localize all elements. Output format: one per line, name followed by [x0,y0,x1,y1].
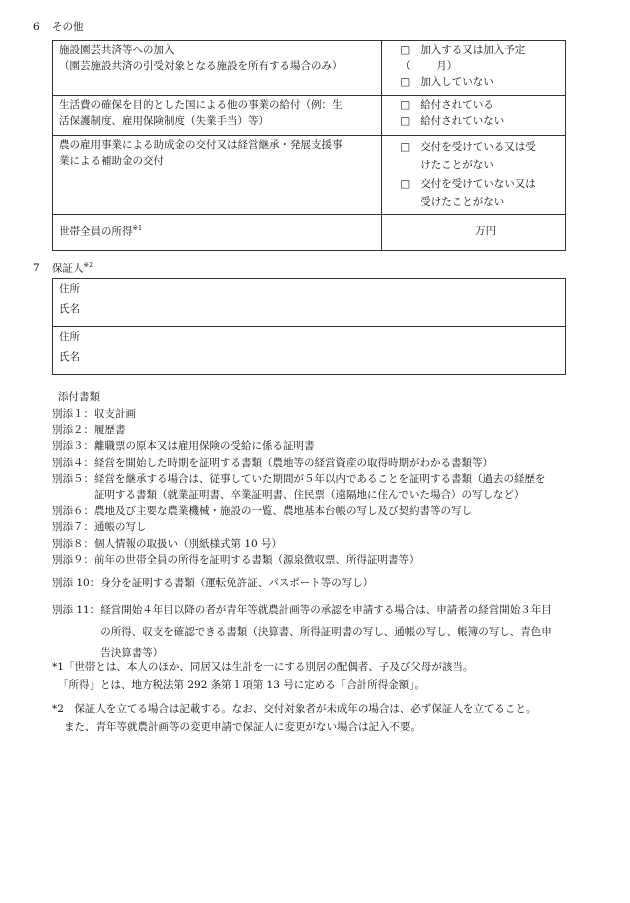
section6-title: その他 [52,21,84,33]
attachment-item: 別添 10： 身分を証明する書類（運転免許証、パスポート等の写し） [52,577,374,590]
guarantor-1 [53,279,566,327]
checkbox-icon[interactable]: □ [400,99,411,111]
option-subsidy-received[interactable]: □ 交付を受けている又は受 けたことがない [400,138,559,175]
attachment-item: 別添３： 離職票の原本又は雇用保険の受給に係る証明書 [52,440,315,453]
attachments-list [52,406,612,665]
section7-title: 保証人$^{※2}$ [52,261,94,275]
employment-subsidy-label: 農の雇用事業による助成金の交付又は経営継承・発展支援事 業による補助金の交付 [53,136,382,215]
option-subsidy-not-received[interactable]: □ 交付を受けていない又は 受けたことがない [400,175,559,212]
checkbox-icon[interactable]: □ [400,44,411,56]
employment-subsidy-options [382,136,566,215]
attachment-item: 別添５： 経営を継承する場合は、従事していた期間が５年以内であることを証明する書類（過去の経歴を 証明する書類（就業証明書、卒業証明書、住民票（遠隔地に住んでいた場合）の写しなど） [52,472,546,502]
note2-line1: *2 保証人を立てる場合は記載する。なお、交付対象者が未成年の場合は、必ず保証人を立てること。 [52,703,537,715]
option-joining[interactable]: □ 加入する又は加入予定 [400,43,559,59]
note1-line2: 「所得」とは、地方税法第 292 条第１項第 13 号に定める「合計所得金額」。 [58,679,426,691]
attachment-item: 別添８： 個人情報の取扱い（別紙様式第 10 号） [52,537,283,550]
guarantor-2 [53,327,566,375]
note2-line2: また、青年等就農計画等の変更申請で保証人に変更がない場合は記入不要。 [64,721,421,733]
income-unit: 万円 [475,225,497,238]
attachment-item: 別添４： 経営を開始した時期を証明する書類（農地等の経営資産の取得時期がわかる書類等） [52,456,493,469]
row-greenhouse-insurance [53,41,566,96]
guarantor-table [52,278,566,375]
greenhouse-insurance-label: 施設園芸共済等への加入 （園芸施設共済の引受対象となる施設を所有する場合のみ） [53,41,382,96]
attachment-item: 別添２： 履歴書 [52,424,126,437]
option-not-receiving[interactable]: □ 給付されていない [400,114,559,130]
footnote-mark: ※2 [83,261,94,269]
attachment-item: 別添 11： 経営開始４年目以降の者が青年等就農計画等の承認を申請する場合は、申請者の経営開始３年目 の所得、収支を確認できる書類（決算書、所得証明書の写し、通帳の写し、帳簿の写し、青色申 告決算書等） [52,604,552,660]
section6-number: 6 [33,21,40,33]
attachment-item: 別添１： 収支計画 [52,408,136,420]
name-label: 氏名 [59,350,80,363]
attachment-item: 別添９： 前年の世帯全員の所得を証明する書類（源泉徴収票、所得証明書等） [52,553,420,566]
address-label: 住所 [59,331,80,343]
greenhouse-insurance-options [382,41,566,96]
checkbox-icon[interactable]: □ [400,177,411,190]
option-not-joined[interactable]: □ 加入していない [400,75,559,91]
checkbox-icon[interactable]: □ [400,75,411,88]
livelihood-benefit-options [382,96,566,136]
option-join-month[interactable]: （ 月） [400,59,458,72]
attachments-heading: 添付書類 [58,391,100,403]
row-livelihood-benefit [53,96,566,136]
livelihood-benefit-label: 生活費の確保を目的とした国による他の事業の給付（例：生 活保護制度、雇用保険制度（失業手当）等） [53,96,382,136]
row-employment-subsidy [53,136,566,215]
section7-number: 7 [33,262,40,274]
checkbox-icon[interactable]: □ [400,141,411,153]
guarantor-2-cell[interactable] [53,327,566,375]
household-income-label: 世帯全員の所得$^{※1}$ [53,214,382,250]
guarantor-1-cell[interactable] [53,279,566,327]
note1-line1: *1「世帯とは、本人のほか、同居又は生計を一にする別居の配偶者、子及び父母が該当。 [52,661,474,673]
attachment-item: 別添７： 通帳の写し [52,521,147,534]
footnote-mark: ※1 [132,223,143,232]
section6-table [52,40,566,251]
name-label: 氏名 [59,302,80,315]
row-household-income [53,214,566,250]
attachment-item: 別添６： 農地及び主要な農業機械・施設の一覧、農地基本台帳の写し及び契約書等の写し [52,505,472,518]
option-receiving[interactable]: □ 給付されている [400,98,559,114]
household-income-field[interactable] [382,214,566,250]
checkbox-icon[interactable]: □ [400,114,411,127]
address-label: 住所 [59,283,80,295]
